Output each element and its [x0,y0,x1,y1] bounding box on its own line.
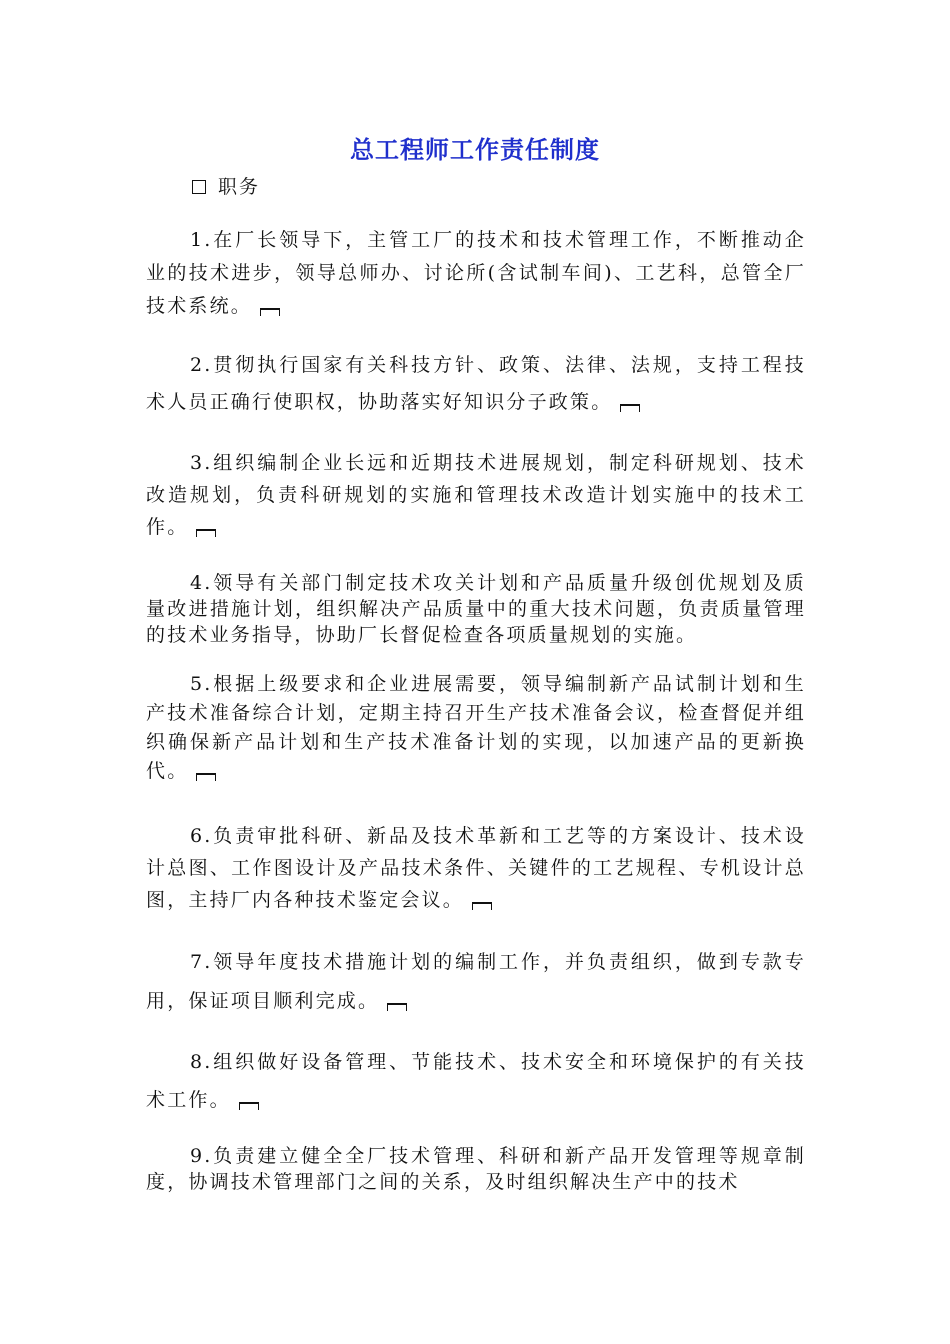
section-heading [192,174,260,200]
paragraph-mark-icon [472,902,492,910]
paragraph-mark-icon [260,308,280,316]
paragraph-mark-icon [620,404,640,412]
list-item-9: 9.负责建立健全全厂技术管理、科研和新产品开发管理等规章制度，协调技术管理部门之间的关系，及时组织解决生产中的技术 [146,1145,806,1193]
list-item-4: 4.领导有关部门制定技术攻关计划和产品质量升级创优规划及质量改进措施计划，组织解决产品质量中的重大技术问题，负责质量管理的技术业务指导，协助厂长督促检查各项质量规划的实施。 [146,572,806,646]
list-item-5: 5.根据上级要求和企业进展需要，领导编制新产品试制计划和生产技术准备综合计划，定期主持召开生产技术准备会议，检查督促并组织确保新产品计划和生产技术准备计划的实现，以加速产品的更新换代。 [146,673,806,782]
list-item-3: 3.组织编制企业长远和近期技术进展规划，制定科研规划、技术改造规划，负责科研规划的实施和管理技术改造计划实施中的技术工作。 [146,452,806,538]
paragraph-mark-icon [239,1102,259,1110]
checkbox-icon [192,180,206,194]
document-title: 总工程师工作责任制度 [350,136,600,164]
paragraph-mark-icon [196,773,216,781]
list-item-2: 2.贯彻执行国家有关科技方针、政策、法律、法规，支持工程技术人员正确行使职权，协助落实好知识分子政策。 [146,354,806,413]
list-item-1: 1.在厂长领导下，主管工厂的技术和技术管理工作，不断推动企业的技术进步，领导总师办、讨论所(含试制车间)、工艺科，总管全厂技术系统。 [146,229,806,317]
list-item-6: 6.负责审批科研、新品及技术革新和工艺等的方案设计、技术设计总图、工作图设计及产品技术条件、关键件的工艺规程、专机设计总图，主持厂内各种技术鉴定会议。 [146,825,806,911]
section-label: 职务 [218,176,261,198]
paragraph-mark-icon [387,1003,407,1011]
paragraph-mark-icon [196,529,216,537]
list-item-7: 7.领导年度技术措施计划的编制工作，并负责组织，做到专款专用，保证项目顺利完成。 [146,951,806,1012]
list-item-8: 8.组织做好设备管理、节能技术、技术安全和环境保护的有关技术工作。 [146,1051,806,1111]
